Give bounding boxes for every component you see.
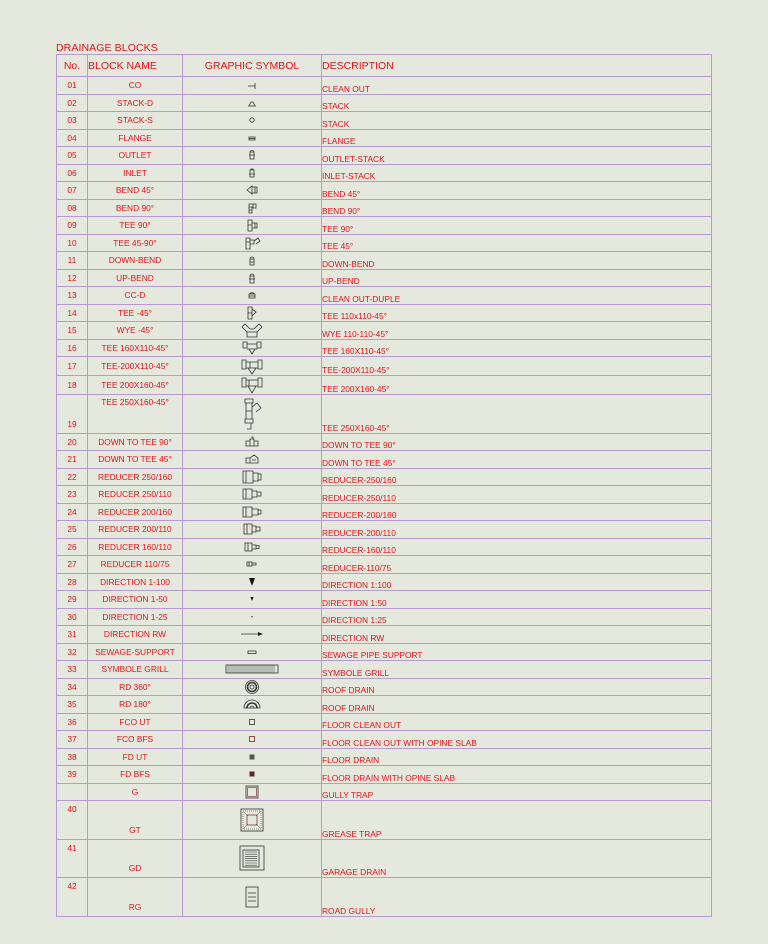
row-number: 22: [57, 468, 88, 486]
graphic-symbol-cell: [183, 608, 322, 626]
graphic-symbol-cell: [183, 304, 322, 322]
block-name: STACK-S: [88, 112, 183, 130]
block-description: ROOF DRAIN: [322, 696, 712, 714]
table-row: [57, 608, 712, 626]
table-row: [57, 433, 712, 451]
floor-drain-icon: [246, 751, 258, 761]
graphic-symbol-cell: [183, 468, 322, 486]
block-name: DOWN TO TEE 45°: [88, 451, 183, 469]
graphic-symbol-cell: [183, 339, 322, 357]
table-row: [57, 468, 712, 486]
roof-drain-360-icon: [243, 681, 261, 691]
row-number: 31: [57, 626, 88, 644]
wye-45-icon: [238, 324, 266, 334]
block-description: REDUCER-160/110: [322, 538, 712, 556]
block-description: STACK: [322, 112, 712, 130]
block-name: DIRECTION RW: [88, 626, 183, 644]
row-number: 34: [57, 678, 88, 696]
block-description: TEE 90°: [322, 217, 712, 235]
row-number: 20: [57, 433, 88, 451]
graphic-symbol-cell: [183, 878, 322, 917]
block-description: ROAD GULLY: [322, 878, 712, 917]
row-number: 17: [57, 357, 88, 376]
table-row: [57, 322, 712, 340]
table-row: [57, 217, 712, 235]
graphic-symbol-cell: [183, 269, 322, 287]
block-name: GT: [88, 801, 183, 840]
block-description: WYE 110-110-45°: [322, 322, 712, 340]
row-number: 02: [57, 94, 88, 112]
block-name: CO: [88, 77, 183, 95]
row-number: 25: [57, 521, 88, 539]
table-row: [57, 556, 712, 574]
block-name: REDUCER 200/110: [88, 521, 183, 539]
direction-small-icon: [246, 611, 258, 621]
block-description: SYMBOLE GRILL: [322, 661, 712, 679]
graphic-symbol-cell: [183, 696, 322, 714]
table-row: [57, 94, 712, 112]
tee-200x110-icon: [239, 360, 265, 370]
block-description: DOWN TO TEE 90°: [322, 433, 712, 451]
block-name: WYE -45°: [88, 322, 183, 340]
block-name: REDUCER 250/110: [88, 486, 183, 504]
roof-drain-180-icon: [242, 698, 262, 708]
block-description: CLEAN OUT: [322, 77, 712, 95]
clean-out-icon: [245, 79, 259, 89]
table-row: [57, 129, 712, 147]
graphic-symbol-cell: [183, 731, 322, 749]
block-description: REDUCER-200/160: [322, 503, 712, 521]
gully-trap-icon: [244, 786, 260, 796]
block-name: TEE -45°: [88, 304, 183, 322]
graphic-symbol-cell: [183, 112, 322, 130]
table-row: [57, 252, 712, 270]
reducer-200-110-icon: [241, 523, 263, 533]
graphic-symbol-cell: [183, 451, 322, 469]
block-description: ROOF DRAIN: [322, 678, 712, 696]
block-name: FLANGE: [88, 129, 183, 147]
block-description: BEND 45°: [322, 182, 712, 200]
row-number: 24: [57, 503, 88, 521]
graphic-symbol-cell: [183, 129, 322, 147]
block-description: SEWAGE PIPE SUPPORT: [322, 643, 712, 661]
block-name: TEE 45-90°: [88, 234, 183, 252]
table-row: [57, 486, 712, 504]
row-number: 30: [57, 608, 88, 626]
grease-trap-icon: [239, 814, 265, 824]
graphic-symbol-cell: [183, 147, 322, 165]
block-description: GREASE TRAP: [322, 801, 712, 840]
row-number: 04: [57, 129, 88, 147]
block-name: RD 180°: [88, 696, 183, 714]
block-name: FCO UT: [88, 713, 183, 731]
graphic-symbol-cell: [183, 713, 322, 731]
row-number: 23: [57, 486, 88, 504]
direction-arrow-icon: [239, 628, 265, 638]
table-row: [57, 182, 712, 200]
reducer-160-110-icon: [241, 541, 263, 551]
table-row: [57, 678, 712, 696]
block-name: G: [88, 783, 183, 801]
block-name: REDUCER 250/160: [88, 468, 183, 486]
block-description: OUTLET-STACK: [322, 147, 712, 165]
block-name: RG: [88, 878, 183, 917]
block-name: STACK-D: [88, 94, 183, 112]
floor-clean-out-slab-icon: [246, 733, 258, 743]
block-description: REDUCER-110/75: [322, 556, 712, 574]
table-row: [57, 451, 712, 469]
block-name: FD BFS: [88, 766, 183, 784]
graphic-symbol-cell: [183, 322, 322, 340]
row-number: 16: [57, 339, 88, 357]
graphic-symbol-cell: [183, 234, 322, 252]
block-name: SEWAGE-SUPPORT: [88, 643, 183, 661]
block-name: REDUCER 110/75: [88, 556, 183, 574]
row-number: 01: [57, 77, 88, 95]
block-description: DIRECTION 1:100: [322, 573, 712, 591]
grill-icon: [224, 663, 280, 673]
row-number: [57, 783, 88, 801]
row-number: 15: [57, 322, 88, 340]
row-number: 33: [57, 661, 88, 679]
row-number: 11: [57, 252, 88, 270]
graphic-symbol-cell: [183, 287, 322, 305]
graphic-symbol-cell: [183, 556, 322, 574]
block-name: INLET: [88, 164, 183, 182]
table-row: [57, 304, 712, 322]
table-row: [57, 503, 712, 521]
graphic-symbol-cell: [183, 661, 322, 679]
clean-out-duple-icon: [245, 289, 259, 299]
table-row: [57, 521, 712, 539]
block-description: REDUCER-200/110: [322, 521, 712, 539]
row-number: 18: [57, 376, 88, 395]
block-name: SYMBOLE GRILL: [88, 661, 183, 679]
row-number: 42: [57, 878, 88, 917]
table-row: [57, 112, 712, 130]
table-row: [57, 748, 712, 766]
flange-icon: [245, 132, 259, 142]
tee-45-icon: [243, 307, 261, 317]
drainage-blocks-table: [56, 54, 712, 917]
graphic-symbol-cell: [183, 573, 322, 591]
row-number: 03: [57, 112, 88, 130]
block-description: TEE-200X110-45°: [322, 357, 712, 376]
graphic-symbol-cell: [183, 783, 322, 801]
header-description: DESCRIPTION: [322, 55, 712, 77]
block-name: DIRECTION 1-100: [88, 573, 183, 591]
row-number: 21: [57, 451, 88, 469]
block-description: FLOOR DRAIN WITH OPINE SLAB: [322, 766, 712, 784]
inlet-icon: [245, 167, 259, 177]
block-name: TEE 250X160-45°: [88, 395, 183, 434]
tee-250x160-icon: [239, 408, 265, 418]
table-row: [57, 626, 712, 644]
graphic-symbol-cell: [183, 217, 322, 235]
graphic-symbol-cell: [183, 433, 322, 451]
block-description: CLEAN OUT-DUPLE: [322, 287, 712, 305]
block-description: STACK: [322, 94, 712, 112]
block-description: TEE 200X160-45°: [322, 376, 712, 395]
graphic-symbol-cell: [183, 643, 322, 661]
block-name: TEE-200X110-45°: [88, 357, 183, 376]
block-description: TEE 110x110-45°: [322, 304, 712, 322]
row-number: 40: [57, 801, 88, 840]
graphic-symbol-cell: [183, 94, 322, 112]
up-bend-icon: [245, 272, 259, 282]
block-name: TEE 160X110-45°: [88, 339, 183, 357]
block-description: GULLY TRAP: [322, 783, 712, 801]
graphic-symbol-cell: [183, 521, 322, 539]
block-description: BEND 90°: [322, 199, 712, 217]
block-description: REDUCER-250/160: [322, 468, 712, 486]
down-to-tee-45-icon: [243, 453, 261, 463]
block-name: REDUCER 200/160: [88, 503, 183, 521]
graphic-symbol-cell: [183, 538, 322, 556]
block-description: UP-BEND: [322, 269, 712, 287]
block-name: UP-BEND: [88, 269, 183, 287]
block-description: FLOOR CLEAN OUT: [322, 713, 712, 731]
table-row: [57, 766, 712, 784]
block-description: FLOOR CLEAN OUT WITH OPINE SLAB: [322, 731, 712, 749]
header-no: No.: [57, 55, 88, 77]
direction-medium-icon: [246, 593, 258, 603]
row-number: 39: [57, 766, 88, 784]
block-description: DOWN-BEND: [322, 252, 712, 270]
table-row: [57, 839, 712, 878]
row-number: 08: [57, 199, 88, 217]
table-row: [57, 199, 712, 217]
header-graphic-symbol: GRAPHIC SYMBOL: [183, 55, 322, 77]
stack-d-icon: [245, 97, 259, 107]
table-row: [57, 713, 712, 731]
row-number: 12: [57, 269, 88, 287]
block-description: FLOOR DRAIN: [322, 748, 712, 766]
table-row: [57, 643, 712, 661]
block-name: REDUCER 160/110: [88, 538, 183, 556]
block-name: FCO BFS: [88, 731, 183, 749]
graphic-symbol-cell: [183, 376, 322, 395]
reducer-250-110-icon: [240, 488, 264, 498]
block-description: REDUCER-250/110: [322, 486, 712, 504]
row-number: 26: [57, 538, 88, 556]
graphic-symbol-cell: [183, 748, 322, 766]
block-description: TEE 45°: [322, 234, 712, 252]
block-name: RD 360°: [88, 678, 183, 696]
block-name: FD UT: [88, 748, 183, 766]
table-row: [57, 538, 712, 556]
stack-s-icon: [245, 114, 259, 124]
table-row: [57, 269, 712, 287]
block-description: DIRECTION RW: [322, 626, 712, 644]
down-to-tee-90-icon: [243, 436, 261, 446]
graphic-symbol-cell: [183, 503, 322, 521]
graphic-symbol-cell: [183, 626, 322, 644]
row-number: 07: [57, 182, 88, 200]
graphic-symbol-cell: [183, 395, 322, 434]
block-description: DIRECTION 1:50: [322, 591, 712, 609]
graphic-symbol-cell: [183, 766, 322, 784]
block-name: DOWN TO TEE 90°: [88, 433, 183, 451]
reducer-200-160-icon: [240, 506, 264, 516]
row-number: 32: [57, 643, 88, 661]
floor-drain-slab-icon: [246, 768, 258, 778]
graphic-symbol-cell: [183, 678, 322, 696]
table-header-row: [57, 55, 712, 77]
row-number: 36: [57, 713, 88, 731]
row-number: 35: [57, 696, 88, 714]
table-row: [57, 661, 712, 679]
tee-45-90-icon: [242, 237, 262, 247]
table-row: [57, 591, 712, 609]
block-description: INLET-STACK: [322, 164, 712, 182]
row-number: 19: [57, 395, 88, 434]
reducer-250-160-icon: [240, 471, 264, 481]
reducer-110-75-icon: [244, 558, 260, 568]
block-name: CC-D: [88, 287, 183, 305]
row-number: 14: [57, 304, 88, 322]
table-row: [57, 783, 712, 801]
block-name: GD: [88, 839, 183, 878]
page-title: DRAINAGE BLOCKS: [56, 42, 158, 54]
row-number: 10: [57, 234, 88, 252]
graphic-symbol-cell: [183, 801, 322, 840]
block-description: GARAGE DRAIN: [322, 839, 712, 878]
garage-drain-icon: [238, 852, 266, 862]
table-row: [57, 395, 712, 434]
row-number: 41: [57, 839, 88, 878]
table-row: [57, 339, 712, 357]
header-block-name: BLOCK NAME: [88, 55, 183, 77]
row-number: 29: [57, 591, 88, 609]
block-description: TEE 160X110-45°: [322, 339, 712, 357]
block-name: DIRECTION 1-50: [88, 591, 183, 609]
graphic-symbol-cell: [183, 357, 322, 376]
table-row: [57, 357, 712, 376]
row-number: 38: [57, 748, 88, 766]
table-row: [57, 878, 712, 917]
graphic-symbol-cell: [183, 182, 322, 200]
table-row: [57, 164, 712, 182]
graphic-symbol-cell: [183, 199, 322, 217]
row-number: 09: [57, 217, 88, 235]
graphic-symbol-cell: [183, 839, 322, 878]
block-name: TEE 200X160-45°: [88, 376, 183, 395]
block-description: DIRECTION 1:25: [322, 608, 712, 626]
table-row: [57, 287, 712, 305]
table-row: [57, 234, 712, 252]
row-number: 37: [57, 731, 88, 749]
graphic-symbol-cell: [183, 77, 322, 95]
row-number: 06: [57, 164, 88, 182]
table-row: [57, 696, 712, 714]
block-name: DOWN-BEND: [88, 252, 183, 270]
graphic-symbol-cell: [183, 486, 322, 504]
floor-clean-out-icon: [246, 716, 258, 726]
graphic-symbol-cell: [183, 252, 322, 270]
block-description: DOWN TO TEE 45°: [322, 451, 712, 469]
table-row: [57, 376, 712, 395]
bend-45-icon: [244, 184, 260, 194]
block-description: TEE 250X160-45°: [322, 395, 712, 434]
outlet-icon: [245, 149, 259, 159]
graphic-symbol-cell: [183, 591, 322, 609]
row-number: 28: [57, 573, 88, 591]
table-row: [57, 147, 712, 165]
block-name: BEND 90°: [88, 199, 183, 217]
block-name: TEE 90°: [88, 217, 183, 235]
tee-160x110-icon: [240, 342, 264, 352]
table-row: [57, 77, 712, 95]
row-number: 27: [57, 556, 88, 574]
block-name: DIRECTION 1-25: [88, 608, 183, 626]
table-row: [57, 731, 712, 749]
table-row: [57, 573, 712, 591]
row-number: 05: [57, 147, 88, 165]
block-description: FLANGE: [322, 129, 712, 147]
graphic-symbol-cell: [183, 164, 322, 182]
block-name: OUTLET: [88, 147, 183, 165]
block-name: BEND 45°: [88, 182, 183, 200]
pipe-support-icon: [245, 646, 259, 656]
bend-90-icon: [245, 202, 259, 212]
down-bend-icon: [245, 254, 259, 264]
tee-200x160-icon: [239, 379, 265, 389]
road-gully-icon: [243, 891, 261, 901]
row-number: 13: [57, 287, 88, 305]
tee-90-icon: [244, 219, 260, 229]
direction-large-icon: [246, 576, 258, 586]
table-row: [57, 801, 712, 840]
